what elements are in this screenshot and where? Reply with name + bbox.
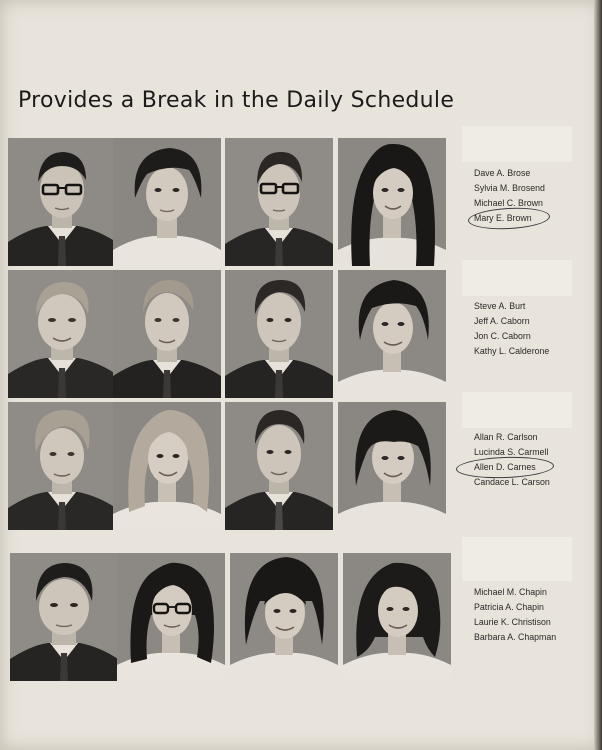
student-name-circled xyxy=(474,211,545,226)
portrait-12 xyxy=(338,402,446,530)
name-tab xyxy=(462,537,572,581)
student-name: Allan R. Carlson xyxy=(474,432,538,442)
portrait-4 xyxy=(338,138,446,266)
name-list-1 xyxy=(462,126,574,256)
portrait-13 xyxy=(10,553,118,681)
student-name: Kathy L. Calderone xyxy=(474,346,550,356)
portrait-9 xyxy=(8,402,116,530)
name-tab xyxy=(462,260,572,296)
portrait-15 xyxy=(230,553,338,681)
portrait-10 xyxy=(113,402,221,530)
student-name-circled xyxy=(474,460,550,475)
student-name: Candace L. Carson xyxy=(474,477,550,487)
student-name: Patricia A. Chapin xyxy=(474,602,544,612)
name-tab xyxy=(462,126,572,162)
student-name: Michael C. Brown xyxy=(474,198,543,208)
portrait-row-4 xyxy=(0,553,602,683)
student-name: Jon C. Caborn xyxy=(474,331,531,341)
student-name: Dave A. Brose xyxy=(474,168,531,178)
name-tab xyxy=(462,392,572,428)
portrait-5 xyxy=(8,270,116,398)
portrait-11 xyxy=(225,402,333,530)
name-list-4 xyxy=(462,537,574,667)
name-list-2 xyxy=(462,260,574,390)
portrait-row-1 xyxy=(0,138,602,268)
student-names xyxy=(474,299,549,359)
portrait-row-2 xyxy=(0,270,602,400)
student-name: Sylvia M. Brosend xyxy=(474,183,545,193)
page-headline: Provides a Break in the Daily Schedule xyxy=(18,88,455,113)
name-list-3 xyxy=(462,392,574,522)
student-name: Steve A. Burt xyxy=(474,301,526,311)
student-names xyxy=(474,166,545,226)
student-name: Lucinda S. Carmell xyxy=(474,447,549,457)
portrait-1 xyxy=(8,138,116,266)
portrait-14 xyxy=(117,553,225,681)
portrait-7 xyxy=(225,270,333,398)
student-name: Barbara A. Chapman xyxy=(474,632,557,642)
portrait-8 xyxy=(338,270,446,398)
portrait-2 xyxy=(113,138,221,266)
portrait-row-3 xyxy=(0,402,602,532)
portrait-6 xyxy=(113,270,221,398)
student-names xyxy=(474,430,550,490)
student-names xyxy=(474,585,556,645)
student-name-text: Mary E. Brown xyxy=(474,213,532,223)
student-name: Michael M. Chapin xyxy=(474,587,547,597)
student-name: Jeff A. Caborn xyxy=(474,316,530,326)
student-name-text: Allen D. Carnes xyxy=(474,462,536,472)
student-name: Laurie K. Christison xyxy=(474,617,551,627)
portrait-3 xyxy=(225,138,333,266)
portrait-16 xyxy=(343,553,451,681)
